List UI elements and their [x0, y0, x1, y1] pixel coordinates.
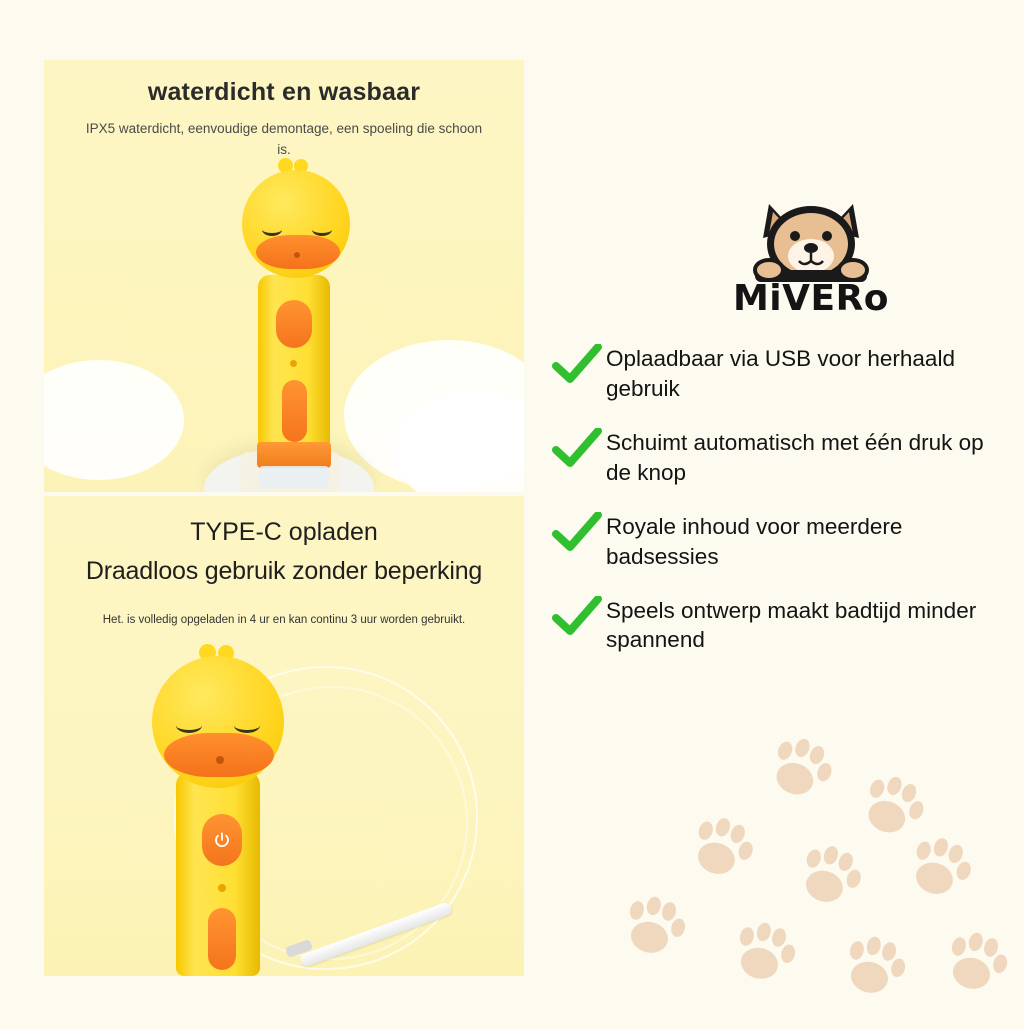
- usb-c-cable: [299, 901, 454, 968]
- brand-logo: [711, 186, 911, 336]
- duck-bottle: [259, 466, 329, 488]
- duck-eye: [176, 718, 202, 733]
- dispense-button[interactable]: [282, 380, 307, 442]
- charging-panel: [44, 496, 524, 976]
- duck-eye: [262, 223, 282, 236]
- waterproof-panel: [44, 60, 524, 492]
- paw-print-icon: [795, 840, 867, 911]
- check-icon: [548, 342, 606, 386]
- power-button[interactable]: [276, 300, 312, 348]
- paw-print-icon: [858, 770, 932, 842]
- paw-print-icon: [687, 812, 759, 883]
- check-icon: [548, 426, 606, 470]
- check-icon: [548, 594, 606, 638]
- charging-panel-title-line1: TYPE-C opladen: [190, 518, 378, 546]
- duck-beak-hole: [216, 756, 224, 764]
- dispense-button[interactable]: [208, 908, 236, 970]
- paw-print-icon: [943, 928, 1013, 996]
- charging-panel-title-line2: Draadloos gebruik zonder beperking: [85, 557, 483, 585]
- paw-print-icon: [766, 732, 840, 804]
- check-icon: [548, 510, 606, 554]
- feature-item: [548, 594, 998, 656]
- waterproof-panel-subtitle: IPX5 waterdicht, eenvoudige demontage, een spoeling die schoon is.: [85, 121, 483, 157]
- duck-eye: [234, 718, 260, 733]
- paw-print-icon: [905, 832, 977, 903]
- indicator-light: [218, 884, 226, 892]
- paw-print-icon: [731, 918, 801, 986]
- duck-dispenser-illustration: [44, 496, 524, 976]
- duck-beak: [164, 733, 274, 777]
- feature-text: Royale inhoud voor meerdere badsessies: [606, 513, 903, 569]
- power-icon: [213, 831, 231, 849]
- indicator-light: [290, 360, 297, 367]
- feature-item: [548, 342, 998, 404]
- feature-item: [548, 426, 998, 488]
- brand-name: MiVERo: [732, 278, 890, 319]
- paw-print-icon: [621, 892, 691, 960]
- power-button[interactable]: [202, 814, 242, 866]
- duck-beak-hole: [294, 252, 300, 258]
- product-image-column: [44, 60, 524, 976]
- paw-print-decoration: [604, 724, 1024, 1024]
- duck-dispenser-illustration: [44, 60, 524, 492]
- waterproof-panel-title: waterdicht en wasbaar: [147, 78, 421, 106]
- charging-panel-subtitle: Het. is volledig opgeladen in 4 ur en kan continu 3 uur worden gebruikt.: [102, 614, 466, 626]
- feature-item: [548, 510, 998, 572]
- duck-collar: [257, 442, 331, 468]
- features-column: [548, 186, 998, 677]
- paw-print-icon: [841, 932, 911, 1000]
- feature-text: Schuimt automatisch met één druk op de knop: [606, 429, 984, 485]
- feature-text: Oplaadbaar via USB voor herhaald gebruik: [606, 346, 955, 401]
- feature-text: Speels ontwerp maakt badtijd minder spannend: [606, 597, 977, 653]
- duck-eye: [312, 223, 332, 236]
